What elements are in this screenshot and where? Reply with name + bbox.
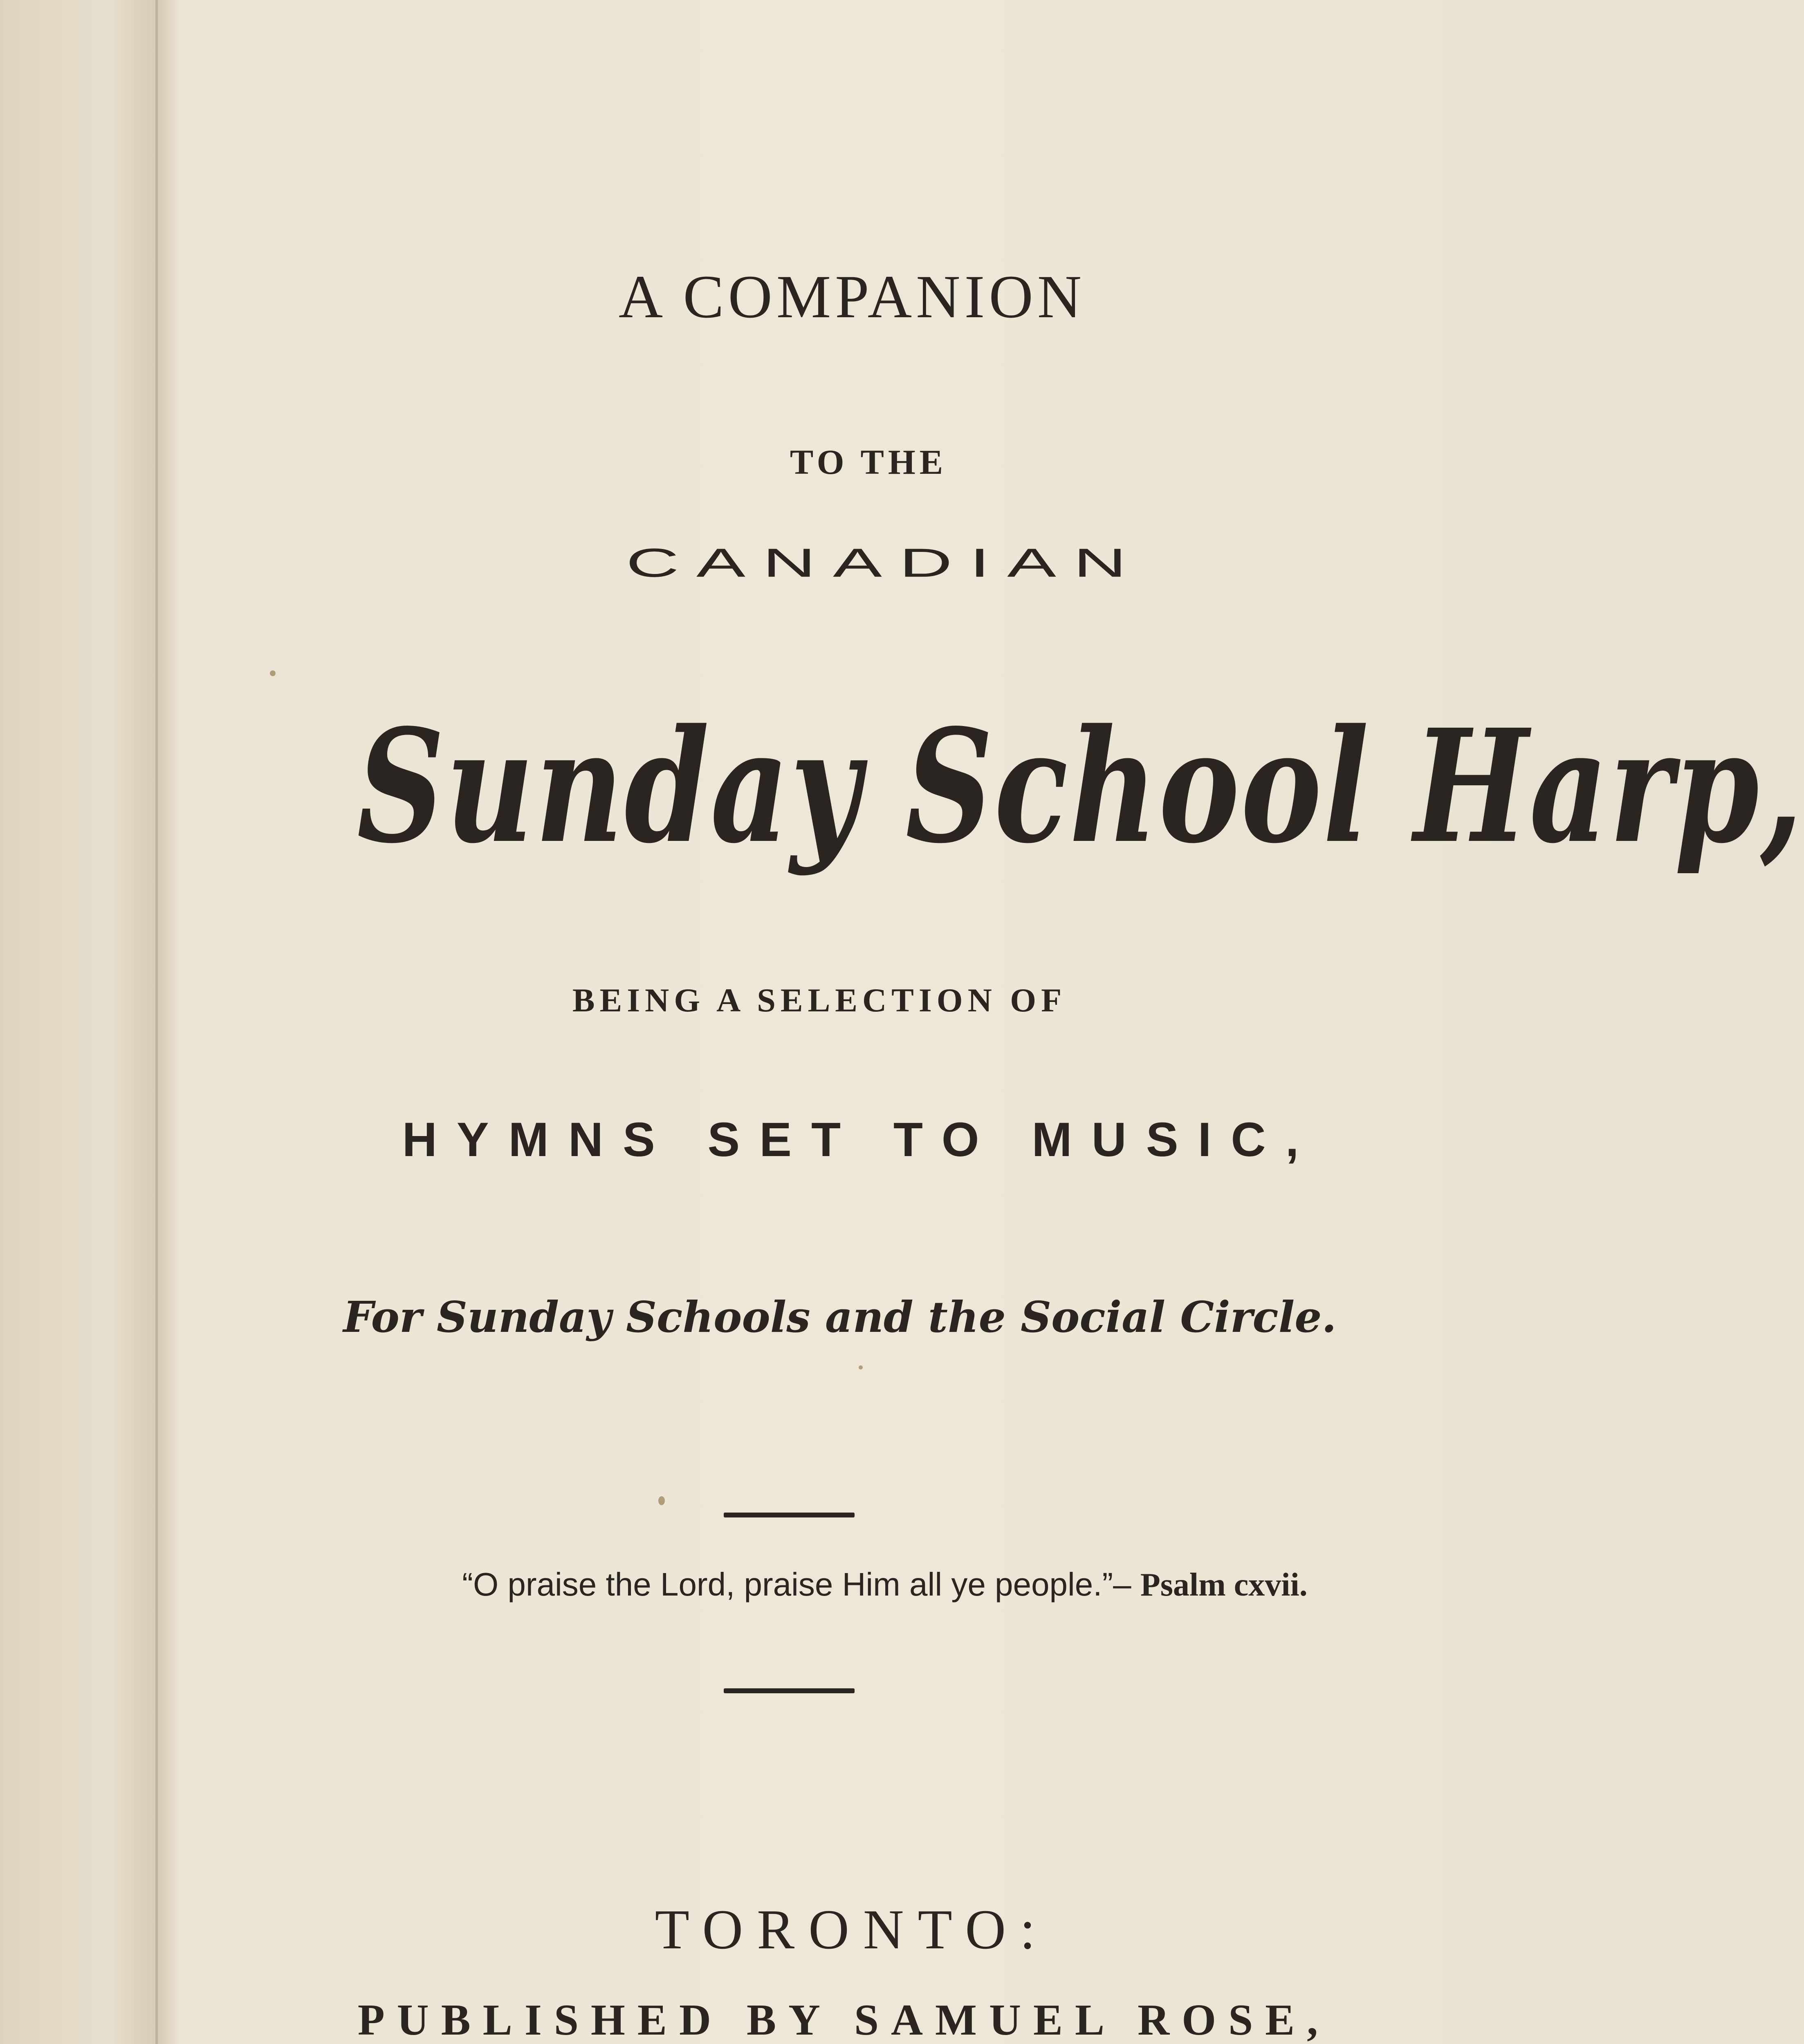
paper-speck [859,1365,863,1369]
paper-speck [658,1496,665,1505]
subtitle-line-selection: BEING A SELECTION OF [572,982,1067,1019]
imprint-city: TORONTO: [655,1898,1050,1961]
epigraph-text: “O praise the Lord, praise Him all ye people.”– [462,1566,1131,1602]
epigraph-reference: Psalm cxvii. [1140,1567,1308,1603]
title-page [180,0,1804,2044]
divider-rule-bottom [724,1688,855,1693]
title-line-to-the: TO THE [790,442,947,482]
page-gutter-shadow [155,0,180,2044]
subtitle-line-purpose: For Sunday Schools and the Social Circle. [343,1292,1337,1342]
book-main-title: Sunday School Harp, [357,695,1804,878]
title-line-canadian: CANADIAN [626,540,1144,586]
divider-rule-top [724,1513,855,1517]
imprint-publisher: PUBLISHED BY SAMUEL ROSE, [357,1996,1331,2044]
epigraph [229,1566,1541,1604]
left-page-edge [0,0,158,2044]
paper-speck [270,670,276,676]
title-line-companion: A COMPANION [618,263,1086,331]
subtitle-line-hymns: HYMNS SET TO MUSIC, [402,1113,1319,1167]
